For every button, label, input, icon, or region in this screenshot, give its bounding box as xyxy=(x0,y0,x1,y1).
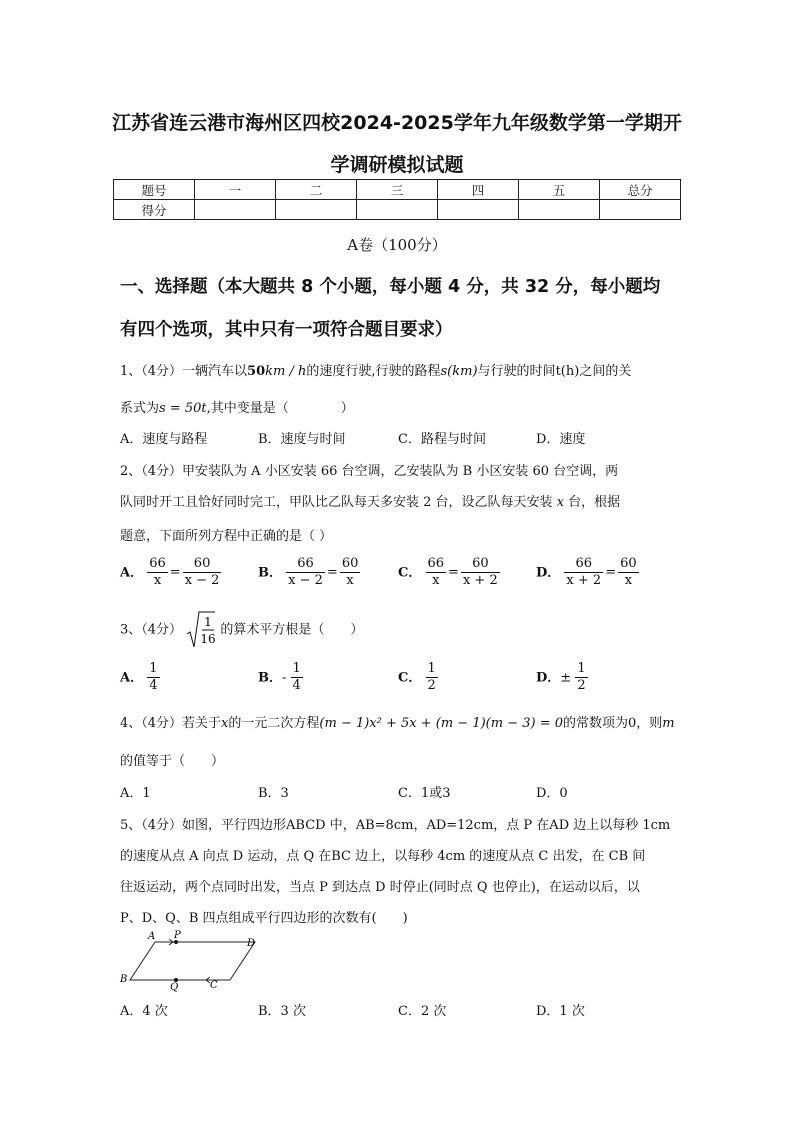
fraction-numerator: 60 xyxy=(193,556,211,571)
option-label: B． xyxy=(258,565,282,581)
q1-text: ,其中变量是（ ） xyxy=(206,401,354,416)
fraction-denominator: x xyxy=(147,572,168,588)
q3-text: 3、（4分） xyxy=(120,622,183,638)
q2-stem-line1: 2、（4分）甲安装队为 A 小区安装 66 台空调，乙安装队为 B 小区安装 60 台空调，两 xyxy=(120,464,619,479)
q3-option-c[interactable] xyxy=(398,662,438,694)
q3-stem xyxy=(120,610,363,650)
score-input-cell[interactable] xyxy=(357,200,438,220)
part1-heading-line1: 一、选择题（本大题共 8 个小题，每小题 4 分，共 32 分，每小题均 xyxy=(120,277,661,297)
score-cell: 题号 xyxy=(114,180,195,200)
q5-stem-line4: P、D、Q、B 四点组成平行四边形的次数有( ) xyxy=(120,911,408,926)
q5-option-b[interactable]: B．3 次 xyxy=(258,1004,306,1019)
q4-text: 4、（4分）若关于 xyxy=(120,716,222,731)
q4-option-d[interactable]: D．0 xyxy=(536,786,568,801)
score-cell: 总分 xyxy=(600,180,681,200)
fraction-numerator: 66 xyxy=(149,556,166,571)
q1-time-var: t(h) xyxy=(555,364,580,379)
fraction-denominator: x − 2 xyxy=(288,573,323,589)
q4-option-c[interactable]: C．1或3 xyxy=(398,786,451,801)
q1-distance-var: s(km) xyxy=(440,364,478,379)
label-p: P xyxy=(174,930,181,941)
q1-speed-unit: km / h xyxy=(265,364,307,379)
option-label: A． xyxy=(120,565,144,581)
section-a-heading: A卷（100分） xyxy=(347,236,447,254)
q3-text: 的算术平方根是（ ） xyxy=(220,622,364,638)
score-table-score-row xyxy=(114,200,681,220)
square-root-expression xyxy=(186,610,216,650)
q5-option-d[interactable]: D．1 次 xyxy=(536,1004,585,1019)
q1-stem-line2 xyxy=(120,397,354,416)
fraction-denominator: 2 xyxy=(427,678,436,694)
q2-option-a[interactable]: A． $\frac{66}{x}$ = $\frac{60}{x - 2}$ xyxy=(120,556,220,589)
label-b: B xyxy=(120,974,128,985)
radicand-numerator: 1 xyxy=(204,615,213,629)
score-cell: 一 xyxy=(195,180,276,200)
q4-option-a[interactable]: A．1 xyxy=(120,786,151,801)
fraction-denominator: 2 xyxy=(577,678,586,694)
parallelogram-shape xyxy=(130,942,255,980)
option-label: C． xyxy=(398,565,422,581)
q4-text: 的一元二次方程 xyxy=(228,716,320,731)
q4-variable-x: x xyxy=(221,716,229,731)
score-cell: 四 xyxy=(438,180,519,200)
score-cell: 二 xyxy=(276,180,357,200)
fraction-numerator: 66 xyxy=(427,556,445,571)
fraction-numerator: 60 xyxy=(472,556,489,571)
option-label: A． xyxy=(120,670,144,686)
fraction-denominator: x + 2 xyxy=(566,573,602,589)
option-label: C． xyxy=(398,670,422,686)
score-cell: 三 xyxy=(357,180,438,200)
q1-option-b[interactable]: B．速度与时间 xyxy=(258,432,346,447)
option-sign: ± xyxy=(560,670,572,686)
fraction-numerator: 60 xyxy=(341,556,359,571)
q4-stem-line1 xyxy=(120,712,675,731)
exam-title-line1: 江苏省连云港市海州区四校2024-2025学年九年级数学第一学期开 xyxy=(112,112,682,134)
score-table-header-row xyxy=(114,180,681,200)
score-input-cell[interactable] xyxy=(276,200,357,220)
q5-option-c[interactable]: C．2 次 xyxy=(398,1004,447,1019)
q2-text: 队同时开工且恰好同时完工，甲队比乙队每天多安装 2 台，设乙队每天安装 xyxy=(120,495,553,510)
score-cell: 五 xyxy=(519,180,600,200)
q4-stem-line2: 的值等于（ ） xyxy=(120,754,225,769)
score-table xyxy=(113,179,681,220)
q5-option-a[interactable]: A．4 次 xyxy=(120,1004,168,1019)
q2-variable: x xyxy=(556,495,565,510)
score-input-cell[interactable] xyxy=(600,200,681,220)
fraction-numerator: 1 xyxy=(427,661,436,676)
q1-text: 之间的关 xyxy=(579,364,632,379)
option-sign: - xyxy=(282,670,287,686)
option-label: B． xyxy=(258,670,282,686)
part1-heading-line2: 有四个选项，其中只有一项符合题目要求） xyxy=(120,320,453,340)
q1-option-c[interactable]: C．路程与时间 xyxy=(398,432,486,447)
q2-option-d[interactable]: D． $\frac{66}{x + 2}$ = $\frac{60}{x}$ xyxy=(536,556,637,589)
fraction-denominator: 4 xyxy=(149,678,158,694)
q5-stem-line1: 5、（4分）如图，平行四边形ABCD 中，AB=8cm，AD=12cm，点 P 在AD 边上以每秒 1cm xyxy=(120,818,671,833)
score-input-cell[interactable] xyxy=(519,200,600,220)
q1-text: 的速度行驶,行驶的路程 xyxy=(306,364,441,379)
q5-stem-line2: 的速度从点 A 向点 D 运动，点 Q 在BC 边上，以每秒 4cm 的速度从点 C 出发，在 CB 间 xyxy=(120,849,646,864)
q4-equation: (m − 1)x² + 5x + (m − 1)(m − 3) = 0 xyxy=(319,716,563,731)
q3-option-a[interactable] xyxy=(120,662,160,694)
q2-text: 台，根据 xyxy=(568,495,621,510)
score-cell: 得分 xyxy=(114,200,195,220)
score-input-cell[interactable] xyxy=(438,200,519,220)
q5-stem-line3: 往返运动，两个点同时出发，当点 P 到达点 D 时停止(同时点 Q 也停止)，在运动以后，以 xyxy=(120,880,640,895)
fraction-denominator: 4 xyxy=(292,678,301,694)
fraction-numerator: 66 xyxy=(575,556,593,571)
label-d: D xyxy=(247,938,256,949)
fraction-numerator: 1 xyxy=(292,661,301,676)
fraction-denominator: x − 2 xyxy=(184,573,220,589)
q1-text: 系式为 xyxy=(120,401,160,416)
fraction-denominator: x xyxy=(426,572,447,588)
q1-option-d[interactable]: D．速度 xyxy=(536,432,586,447)
q2-option-b[interactable]: B． $\frac{66}{x - 2}$ = $\frac{60}{x}$ xyxy=(258,556,359,589)
q1-option-a[interactable]: A．速度与路程 xyxy=(120,432,208,447)
q1-stem-line1 xyxy=(120,360,631,379)
parallelogram-figure xyxy=(118,930,268,992)
fraction-numerator: 1 xyxy=(577,661,586,676)
q4-variable-m: m xyxy=(662,716,675,731)
q3-option-b[interactable] xyxy=(258,662,303,694)
q1-text: 1、（4分）一辆汽车以 xyxy=(120,364,248,379)
fraction-denominator: x + 2 xyxy=(462,573,498,589)
option-label: D． xyxy=(536,565,561,581)
q4-text: 的常数项为0，则 xyxy=(563,716,663,731)
exam-title-line2: 学调研模拟试题 xyxy=(330,154,464,176)
q1-speed-value: 50 xyxy=(247,364,266,379)
label-c: C xyxy=(210,980,218,991)
q4-option-b[interactable]: B．3 xyxy=(258,786,289,801)
fraction-numerator: 66 xyxy=(297,556,314,571)
radicand-denominator: 16 xyxy=(200,632,216,646)
q2-option-c[interactable]: C． $\frac{66}{x}$ = $\frac{60}{x + 2}$ xyxy=(398,556,498,589)
fraction-denominator: x xyxy=(340,572,361,588)
fraction-denominator: x xyxy=(618,572,639,588)
q1-formula: s = 50t xyxy=(159,401,207,416)
q2-stem-line3: 题意，下面所列方程中正确的是（ ） xyxy=(120,529,333,544)
q3-option-d[interactable] xyxy=(536,662,588,694)
option-label: D． xyxy=(536,670,561,686)
label-a: A xyxy=(148,931,156,942)
q1-text: 与行驶的时间 xyxy=(477,364,556,379)
fraction-numerator: 1 xyxy=(149,661,158,676)
label-q: Q xyxy=(170,982,179,992)
q2-stem-line2 xyxy=(120,491,620,510)
fraction-numerator: 60 xyxy=(620,556,637,571)
score-input-cell[interactable] xyxy=(195,200,276,220)
